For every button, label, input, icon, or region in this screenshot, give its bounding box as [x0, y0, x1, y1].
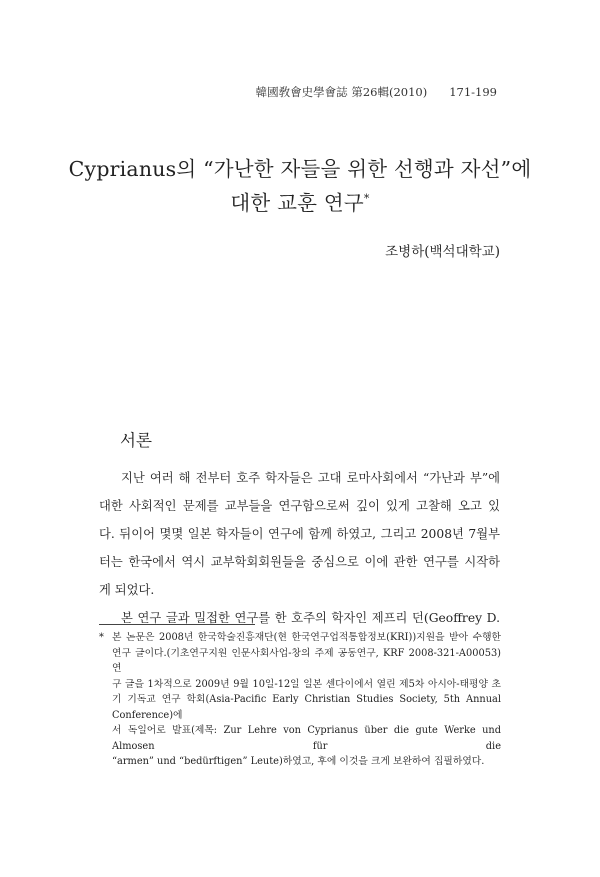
footnote-line: 서 독일어로 발표(제목: Zur Lehre von Cyprianus über die gute Werke und Almosen für die — [112, 725, 501, 752]
footnote-line: 연구 글이다.(기초연구지원 인문사회사업-창의 주제 공동연구, KRF 2008-321-A00053) 연 — [112, 647, 501, 674]
journal-name: 韓國敎會史學會誌 第26輯(2010) — [255, 85, 428, 99]
footnote-line: “armen” und “bedürftigen” Leute)하였고, 후에 이것을 크게 보완하여 집필하였다. — [112, 756, 485, 767]
footnote-line: 구 글을 1차적으로 2009년 9월 10일-12일 일본 센다이에서 열린 제5차 아시아-태평양 초 — [112, 678, 501, 690]
footnote-marker: * — [99, 632, 104, 643]
body-line: 터는 한국에서 역시 교부학회회원들을 중심으로 이에 관한 연구를 시작하 — [99, 555, 500, 569]
footnote — [99, 630, 501, 770]
footnote-divider — [99, 624, 255, 625]
title-footnote-mark: * — [363, 192, 370, 206]
running-head — [0, 84, 497, 100]
footnote-line: 기 기독교 연구 학회(Asia-Pacific Early Christian Studies Society, 5th Annual Conference)에 — [112, 694, 501, 721]
footnote-line — [99, 630, 501, 646]
section-heading: 서론 — [120, 431, 152, 450]
title-line-2 — [0, 186, 600, 220]
title-line-1: Cyprianus의 “가난한 자들을 위한 선행과 자선”에 — [68, 157, 532, 181]
author-affiliation: 조병하(백석대학교) — [385, 244, 500, 260]
body-line: 지난 여러 해 전부터 호주 학자들은 고대 로마사회에서 “가난과 부”에 — [121, 471, 500, 485]
body-text — [99, 464, 500, 632]
body-line: 다. 뒤이어 몇몇 일본 학자들이 연구에 함께 하였고, 그리고 2008년 7월부 — [99, 527, 500, 541]
body-line: 본 연구 글과 밀접한 연구를 한 호주의 학자인 제프리 던(Geoffrey D. — [121, 611, 500, 625]
page-range: 171-199 — [449, 85, 497, 99]
body-line: 게 되었다. — [99, 583, 155, 597]
body-line: 대한 사회적인 문제를 교부들을 연구함으로써 깊이 있게 고찰해 오고 있 — [99, 499, 500, 513]
article-title — [0, 152, 600, 220]
title-line-2-text: 대한 교훈 연구 — [230, 191, 364, 215]
footnote-line-text: 본 논문은 2008년 한국학술진흥재단(현 한국연구업적통합정보(KRI))지원을 받아 수행한 — [112, 632, 501, 643]
